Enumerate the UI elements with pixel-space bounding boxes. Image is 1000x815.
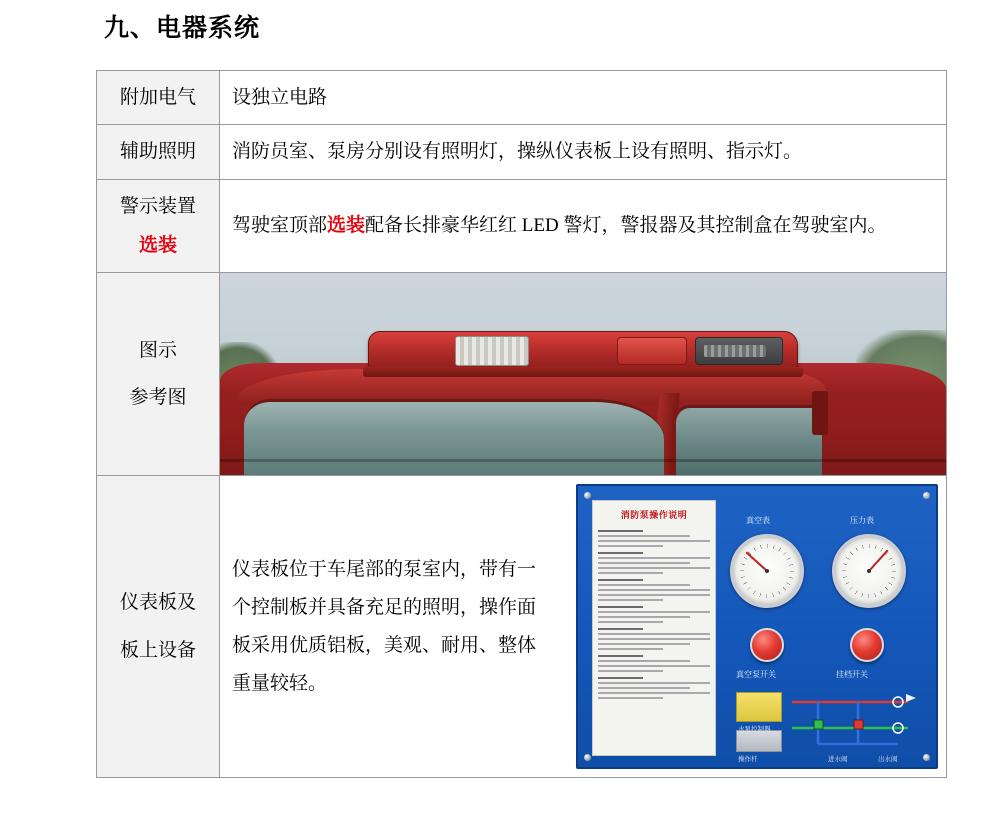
- row-label-instrument-panel: [97, 476, 220, 778]
- vacuum-pump-switch-label: 真空泵开关: [736, 670, 776, 679]
- row-value-additional-electric: [220, 71, 947, 125]
- truck-side-window: [672, 405, 822, 475]
- gauge-ticks: [842, 544, 896, 598]
- inlet-valve-caption: 进水阀: [828, 756, 848, 763]
- value-text: 消防员室、泵房分别设有照明灯，操纵仪表板上设有照明、指示灯。: [232, 141, 803, 163]
- panel-photo-container: [568, 476, 946, 777]
- row-label-line2: 板上设备: [119, 639, 196, 661]
- row-value-illustration: [220, 273, 947, 476]
- table-row: [97, 273, 947, 476]
- pressure-gauge: [832, 534, 906, 608]
- controller-caption: 水泵控制器: [738, 726, 771, 733]
- gear-engage-switch-label: 挂档开关: [836, 670, 868, 679]
- operation-instructions-placard: [592, 500, 716, 756]
- row-label-text: 警示装置: [119, 195, 196, 217]
- row-label-line1: 仪表板及: [119, 592, 196, 614]
- spec-table: [96, 70, 947, 778]
- lightbar-clear-segment: [455, 336, 529, 366]
- lightbar-base: [363, 367, 803, 377]
- row-value-auxiliary-lighting: [220, 125, 947, 179]
- panel-screw: [584, 492, 591, 499]
- panel-screw: [923, 492, 930, 499]
- vacuum-gauge-label: 真空表: [746, 516, 770, 525]
- value-text: 设独立电路: [232, 87, 328, 108]
- fire-truck-lightbar-photo: [220, 273, 946, 475]
- table-row: [97, 125, 947, 179]
- page-title: 九、电器系统: [104, 14, 261, 42]
- row-label-optional-tag: 选装: [138, 234, 177, 256]
- pump-control-panel-photo: [576, 484, 938, 769]
- lightbar-red-segment: [617, 337, 687, 365]
- pressure-gauge-label: 压力表: [850, 516, 874, 525]
- row-value-instrument-panel: [220, 476, 947, 778]
- truck-hood-line: [220, 459, 946, 462]
- truck-mirror: [812, 391, 828, 435]
- table-row: [97, 476, 947, 778]
- vacuum-gauge: [730, 534, 804, 608]
- row-label-additional-electric: 附加电气: [97, 71, 220, 125]
- row-label-illustration: [97, 273, 220, 476]
- value-text-suffix: 配备长排豪华红红 LED 警灯，警报器及其控制盒在驾驶室内。: [365, 215, 887, 237]
- gear-engage-switch-button[interactable]: [850, 628, 884, 662]
- table-row: [97, 179, 947, 273]
- led-lightbar: [368, 331, 798, 371]
- value-text-prefix: 驾驶室顶部: [232, 215, 328, 237]
- plumbing-diagram: [788, 684, 928, 760]
- placard-title: 消防泵操作说明: [620, 510, 688, 520]
- row-value-warning-device: [220, 179, 947, 273]
- truck-windshield: [244, 399, 664, 475]
- panel-screw: [584, 754, 591, 761]
- controller-box: [736, 692, 782, 722]
- table-row: [97, 71, 947, 125]
- row-label-auxiliary-lighting: 辅助照明: [97, 125, 220, 179]
- placard-body-text: [598, 530, 710, 699]
- row-label-line1: 图示: [138, 339, 177, 361]
- value-optional-tag: 选装: [327, 215, 366, 237]
- vacuum-pump-switch-button[interactable]: [750, 628, 784, 662]
- row-label-line2: 参考图: [129, 387, 187, 408]
- lightbar-speaker-segment: [695, 337, 783, 365]
- lever-caption: 操作杆: [738, 756, 758, 763]
- row-label-warning-device: [97, 179, 220, 273]
- outlet-valve-caption: 出水阀: [878, 756, 898, 763]
- instrument-panel-description: 仪表板位于车尾部的泵室内，带有一个控制板并具备充足的照明，操作面板采用优质铝板，美观、耐用、整体重量较轻。: [232, 558, 537, 694]
